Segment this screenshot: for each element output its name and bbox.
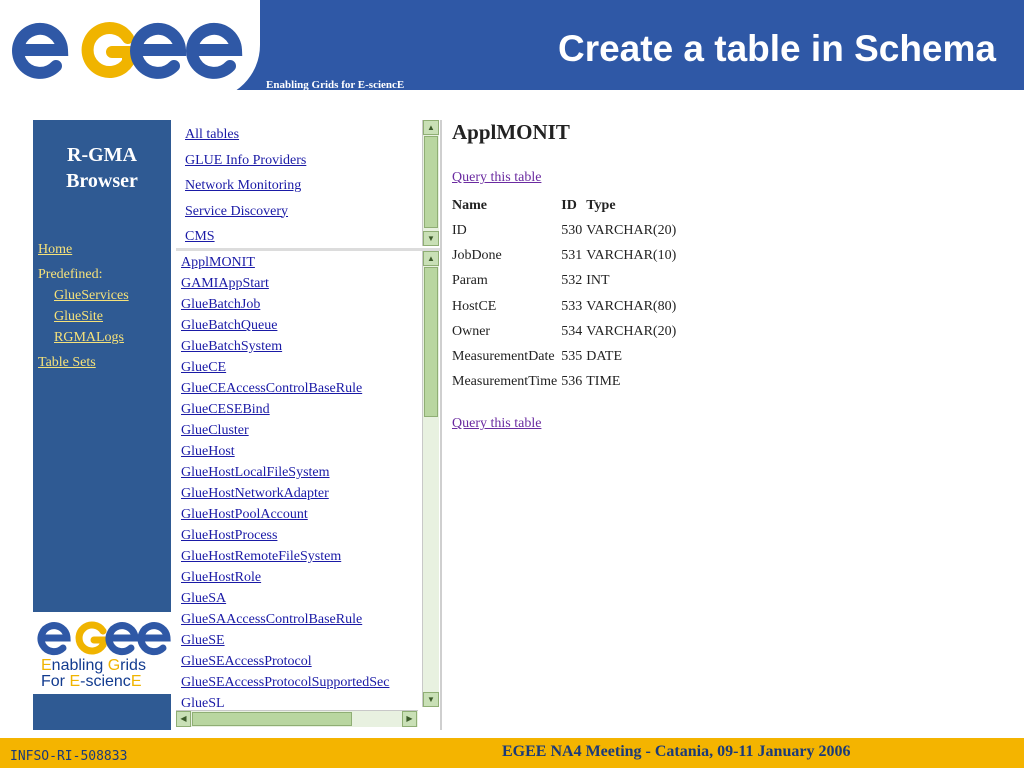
table-row [452,243,680,268]
table-link[interactable]: GlueCluster [181,423,249,438]
cell-type: VARCHAR(10) [586,247,677,263]
cell-name: JobDone [452,247,502,263]
table-row [452,370,680,395]
nav-list [38,239,129,373]
table-name-heading: ApplMONIT [452,120,570,144]
cell-id: 531 [561,247,583,263]
query-table-link-bottom[interactable]: Query this table [452,416,542,431]
hscroll-thumb[interactable] [192,712,352,726]
table-link[interactable]: GlueSAAccessControlBaseRule [181,612,363,627]
table-row [452,319,680,344]
table-link[interactable]: GlueSE [181,633,225,648]
small-logo-e1: E [41,657,52,674]
cell-name: ID [452,222,467,238]
table-set-link[interactable]: GLUE Info Providers [185,152,307,168]
cell-id: 532 [561,273,583,289]
nav-predefined-label: Predefined: [38,267,103,282]
table-link[interactable]: GlueHostProcess [181,528,278,543]
tagline: Enabling Grids for E-sciencE [266,79,405,91]
table-link[interactable]: GlueHostLocalFileSystem [181,465,330,480]
small-logo-e3: E [130,673,142,690]
slide-header [0,0,1024,100]
tables-list [181,252,421,708]
table-link[interactable]: GlueHostNetworkAdapter [181,486,329,501]
cell-type: VARCHAR(20) [586,323,677,339]
table-detail-frame [443,120,760,730]
small-logo-g: G [107,657,121,674]
table-row [452,344,680,369]
small-logo-scienc: -scienc [80,673,131,690]
cell-type: VARCHAR(20) [586,222,677,238]
table-row [452,218,680,243]
column-header-name: Name [452,197,487,213]
tables-hscrollbar[interactable] [176,710,418,727]
scroll-thumb[interactable] [424,136,438,228]
table-link[interactable]: GlueHostRole [181,570,262,585]
scroll-up-icon[interactable]: ▲ [423,251,439,266]
table-sets-list [185,122,306,250]
scroll-thumb[interactable] [424,267,438,417]
column-header-id: ID [561,197,577,213]
table-sets-scrollbar[interactable] [422,120,439,246]
table-set-link[interactable]: All tables [185,127,240,142]
cell-id: 533 [561,298,583,314]
table-link[interactable]: GlueCE [181,360,227,375]
table-link[interactable]: GlueSA [181,591,227,606]
scroll-down-icon[interactable]: ▼ [423,231,439,246]
small-logo-tagline [41,658,146,690]
cell-type: VARCHAR(80) [586,298,677,314]
table-set-link[interactable]: Service Discovery [185,203,289,219]
nav-tablesets-link[interactable]: Table Sets [38,355,96,370]
table-link[interactable]: GAMIAppStart [181,276,269,291]
table-link[interactable]: GlueSL [181,696,225,708]
table-link[interactable]: GlueSEAccessProtocol [181,654,312,669]
schema-table [452,193,680,395]
browser-title-line2: Browser [66,170,138,192]
table-set-link[interactable]: Network Monitoring [185,178,302,193]
table-row [452,269,680,294]
small-logo-word: egee [33,616,35,617]
logo-text: egee [12,12,14,13]
table-link[interactable]: GlueSEAccessProtocolSupportedSec [181,675,390,690]
cell-type: INT [586,273,610,289]
cell-id: 535 [561,349,583,365]
schema-header-row [452,193,680,218]
cell-name: MeasurementDate [452,349,555,365]
egee-small-logo-icon [33,616,171,660]
cell-name: MeasurementTime [452,374,558,390]
cell-id: 534 [561,323,583,339]
table-link[interactable]: GlueCESEBind [181,402,270,417]
nav-glueservices-link[interactable]: GlueServices [54,288,129,303]
egee-small-logo [33,612,171,694]
table-set-link[interactable]: CMS [185,229,215,244]
browser-title-line1: R-GMA [67,144,137,166]
egee-logo-icon [12,12,248,88]
table-link[interactable]: GlueHostRemoteFileSystem [181,549,342,564]
browser-title [33,142,171,194]
slide-footer [0,738,1024,768]
small-logo-for: For [41,673,70,690]
nav-rgmalogs-link[interactable]: RGMALogs [54,330,125,345]
scroll-right-icon[interactable]: ▶ [402,711,417,727]
table-link[interactable]: ApplMONIT [181,255,255,270]
nav-home-link[interactable]: Home [38,242,73,257]
table-link[interactable]: GlueHost [181,444,235,459]
cell-name: Owner [452,323,491,339]
small-logo-line1 [41,658,146,674]
nav-gluesite-link[interactable]: GlueSite [54,309,103,324]
table-list-frame [176,120,442,730]
table-link[interactable]: GlueHostPoolAccount [181,507,308,522]
small-logo-line2 [41,674,146,690]
tables-scrollbar[interactable] [422,251,439,707]
column-header-type: Type [586,197,616,213]
scroll-left-icon[interactable]: ◀ [176,711,191,727]
cell-id: 530 [561,222,583,238]
cell-type: TIME [586,374,621,390]
footer-event: EGEE NA4 Meeting - Catania, 09-11 January 2006 [502,743,851,760]
table-row [452,294,680,319]
table-link[interactable]: GlueCEAccessControlBaseRule [181,381,363,396]
egee-logo [0,0,260,100]
cell-type: DATE [586,349,623,365]
query-table-link[interactable]: Query this table [452,170,542,185]
frame-divider[interactable] [176,248,440,251]
table-link[interactable]: GlueBatchSystem [181,339,283,354]
cell-name: HostCE [452,298,497,314]
scroll-down-icon[interactable]: ▼ [423,692,439,707]
footer-project-id: INFSO-RI-508833 [10,749,128,764]
cell-name: Param [452,273,488,289]
cell-id: 536 [561,374,583,390]
slide-title: Create a table in Schema [557,28,996,69]
browser-screenshot [33,120,760,730]
small-logo-nabling: nabling [51,657,108,674]
small-logo-rids: rids [120,657,146,674]
left-nav-frame [33,120,171,730]
table-link[interactable]: GlueBatchJob [181,297,261,312]
table-link[interactable]: GlueBatchQueue [181,318,278,333]
scroll-up-icon[interactable]: ▲ [423,120,439,135]
small-logo-e2: E [69,673,81,690]
